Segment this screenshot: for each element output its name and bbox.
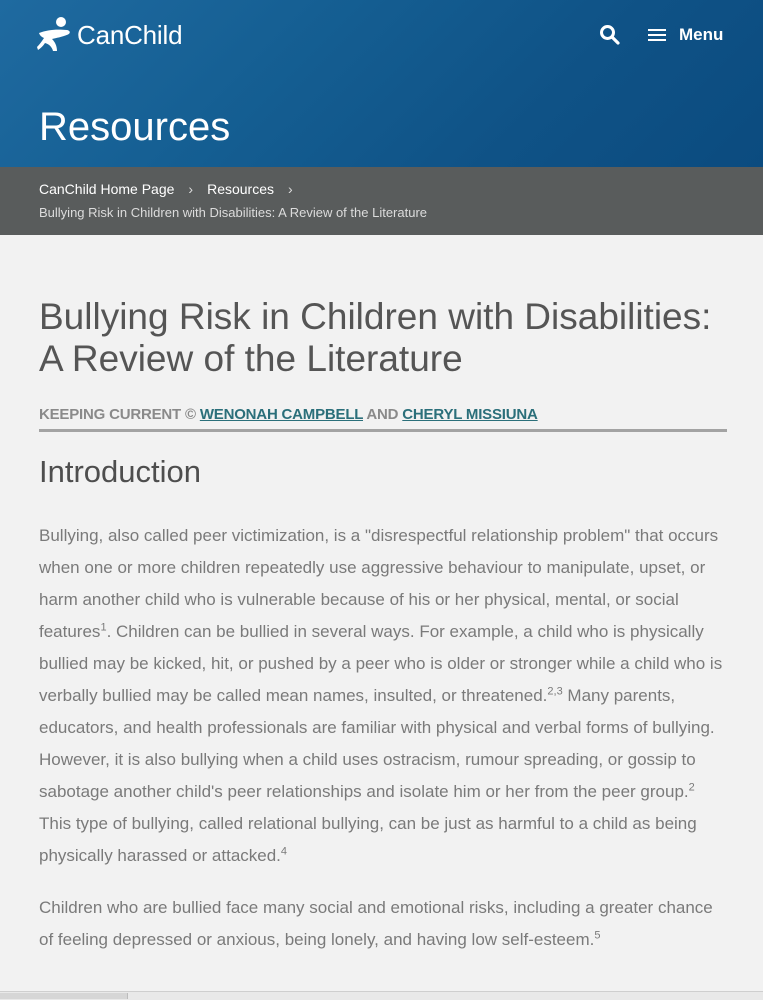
paragraph-text: Bullying, also called peer victimization, is a "disrespectful relationship problem" that occurs when one or more children repeatedly use aggressive behaviour to manipulate, upset, or harm another child who is vulnerable because of his or her physical, mental, or social features <box>39 526 719 641</box>
menu-label: Menu <box>679 25 724 44</box>
footnote-ref: 5 <box>594 929 601 942</box>
paragraph-text: . Children can be bullied in several ways. For example, a child who is physically bullied may be kicked, hit, or pushed by a peer who is older or stronger while a child who is verbally bullied may be called mean names, insulted, or threatened. <box>39 622 723 705</box>
hamburger-menu-icon <box>648 28 666 42</box>
canchild-figure-icon <box>37 16 75 54</box>
footnote-ref: 4 <box>280 845 288 858</box>
intro-paragraph-2 <box>39 892 727 956</box>
paragraph-text: Many parents, educators, and health professionals are familiar with physical and verbal forms of bullying. However, it is also bullying when a child uses ostracism, rumour spreading, or gossip to sabotage another child's peer relationships and isolate him or her from the peer group. <box>39 686 715 801</box>
menu-button[interactable] <box>648 24 723 46</box>
footnote-ref: 1 <box>100 621 107 634</box>
breadcrumb-resources-link[interactable]: Resources <box>207 181 274 197</box>
page-title: Resources <box>39 105 231 149</box>
site-header <box>0 0 763 167</box>
logo-text: CanChild <box>77 19 183 50</box>
section-heading-introduction: Introduction <box>39 454 201 489</box>
breadcrumb-separator: › <box>288 181 293 197</box>
breadcrumb-separator: › <box>188 181 194 197</box>
author-link-campbell[interactable]: WENONAH CAMPBELL <box>199 406 363 423</box>
paragraph-text: This type of bullying, called relational bullying, can be just as harmful to a child as being physically harassed or attacked. <box>39 814 697 865</box>
article-content <box>39 296 727 956</box>
footnote-ref: 2 <box>688 781 695 794</box>
byline-and: AND <box>366 406 399 423</box>
breadcrumb-current-page: Bullying Risk in Children with Disabilities: A Review of the Literature <box>39 205 428 220</box>
breadcrumb-home-link[interactable]: CanChild Home Page <box>39 181 175 197</box>
canchild-logo[interactable] <box>37 16 182 54</box>
byline-prefix: KEEPING CURRENT © <box>39 406 196 423</box>
author-link-missiuna[interactable]: CHERYL MISSIUNA <box>402 406 538 423</box>
article-title: Bullying Risk in Children with Disabilities: A Review of the Literature <box>39 296 712 379</box>
breadcrumb <box>0 167 763 235</box>
paragraph-text: Children who are bullied face many social and emotional risks, including a greater chance of feeling depressed or anxious, being lonely, and having low self-esteem. <box>39 898 713 949</box>
footnote-ref: 2,3 <box>547 685 563 698</box>
breadcrumb-links <box>39 181 307 197</box>
search-icon <box>599 24 621 46</box>
search-button[interactable] <box>599 24 621 46</box>
article-byline <box>39 406 727 432</box>
intro-paragraph-1 <box>39 520 727 872</box>
scrollbar-thumb[interactable] <box>0 993 128 999</box>
